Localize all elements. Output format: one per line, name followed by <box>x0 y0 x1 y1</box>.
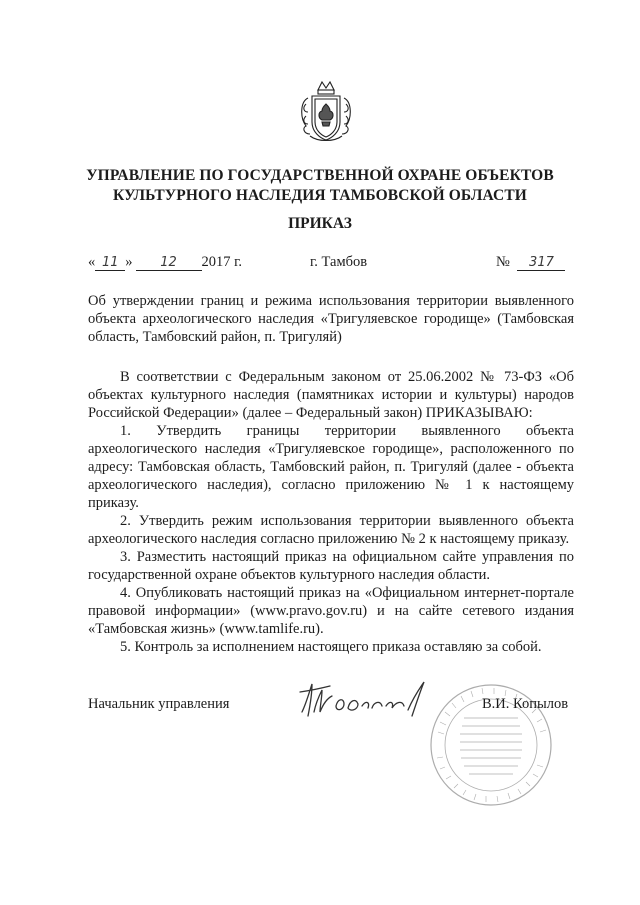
order-subject: Об утверждении границ и режима использования территории выявленного объекта археологического наследия «Тригуляевское городище» (Тамбовская область, Тамбовский район, п. Тригуляй) <box>88 293 574 345</box>
order-item-4: 4. Опубликовать настоящий приказ на «Официальном интернет-портале правовой информации» (www.pravo.gov.ru) и на сайте сетевого издания «Тамбовская жизнь» (www.tamlife.ru). <box>88 585 574 637</box>
document-type: ПРИКАЗ <box>288 215 352 232</box>
date-quote-close: » <box>125 254 133 270</box>
order-body <box>88 368 574 656</box>
number-value: 317 <box>517 256 565 271</box>
organization-name <box>0 166 640 206</box>
order-city: г. Тамбов <box>310 254 368 270</box>
coat-of-arms-emblem <box>296 78 356 144</box>
handwritten-signature <box>296 676 436 726</box>
number-prefix: № <box>496 254 510 270</box>
order-number <box>496 254 565 271</box>
order-date <box>88 254 242 271</box>
order-preamble: В соответствии с Федеральным законом от 25.06.2002 № 73-ФЗ «Об объектах культурного наследия (памятниках истории и культуры) народов Российской Федерации» (далее – Федеральный закон) ПРИКАЗЫВАЮ: <box>88 369 574 421</box>
signatory-name: В.И. Копылов <box>482 696 569 712</box>
date-year: 2017 г. <box>201 254 243 270</box>
organization-name-line2: КУЛЬТУРНОГО НАСЛЕДИЯ ТАМБОВСКОЙ ОБЛАСТИ <box>113 187 527 204</box>
signatory-position: Начальник управления <box>88 696 230 712</box>
order-item-3: 3. Разместить настоящий приказ на официальном сайте управления по государственной охране объектов культурного наследия области. <box>88 549 574 583</box>
order-item-5: 5. Контроль за исполнением настоящего приказа оставляю за собой. <box>120 639 542 655</box>
date-quote-open: « <box>88 254 96 270</box>
order-item-2: 2. Утвердить режим использования территории выявленного объекта археологического наследия согласно приложению № 2 к настоящему приказу. <box>88 513 574 547</box>
organization-name-line1: УПРАВЛЕНИЕ ПО ГОСУДАРСТВЕННОЙ ОХРАНЕ ОБЪЕКТОВ <box>86 167 554 184</box>
date-month: 12 <box>136 256 202 271</box>
order-item-1: 1. Утвердить границы территории выявленного объекта археологического наследия «Тригуляевское городище», расположенного по адресу: Тамбовская область, Тамбовский район, п. Тригуляй (далее - объекта археологического наследия), согласно приложению № 1 к настоящему приказу. <box>88 423 574 511</box>
date-day: 11 <box>95 256 125 271</box>
